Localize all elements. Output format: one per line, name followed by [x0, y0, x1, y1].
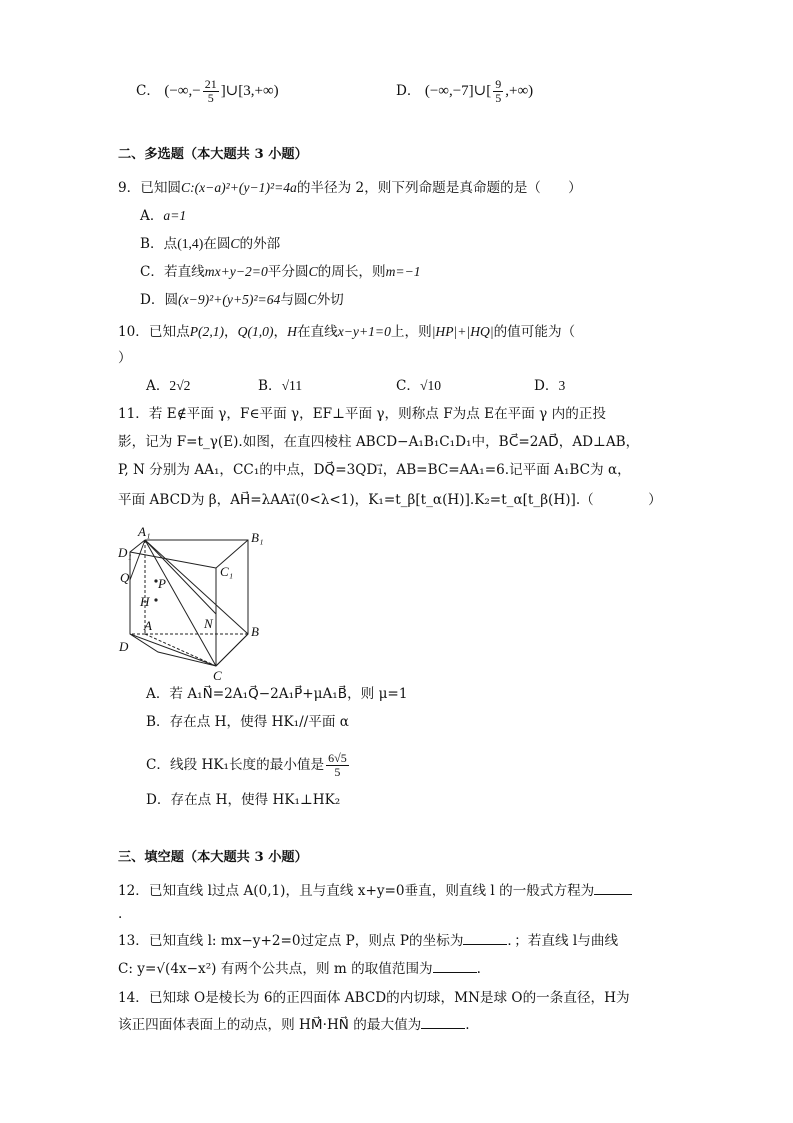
label-d: D [119, 639, 129, 654]
q9-option-b: B．点(1,4)在圆C的外部 [140, 236, 281, 252]
q9-stem: 9．已知圆C:(x−a)²+(y−1)²=4a的半径为 2，则下列命题是真命题的是（ ） [118, 180, 582, 196]
q10-stem: 10．已知点P(2,1)，Q(1,0)，H在直线x−y+1=0上，则|HP|+|HQ|的值可能为（ [118, 324, 576, 340]
q9-option-c: C．若直线mx+y−2=0平分圆C的周长，则m=−1 [140, 264, 421, 280]
q12-line-1: 12．已知直线 l过点 A(0,1)，且与直线 x+y=0垂直，则直线 l 的一般式方程为 [118, 880, 632, 901]
label-p: P [158, 576, 166, 591]
q11-line-2: 影，记为 F=t_γ(E).如图，在直四棱柱 ABCD−A₁B₁C₁D₁中，BC⃗=2AD⃗，AD⊥AB， [118, 434, 640, 450]
q11-option-b: B．存在点 H，使得 HK₁//平面 α [146, 714, 349, 730]
q8-d-fraction: $\frac{9}{5}$ [495, 77, 502, 105]
q10-option-c: C．√10 [396, 378, 442, 394]
q14-line-1: 14．已知球 O是棱长为 6的正四面体 ABCD的内切球，MN是球 O的一条直径，H为 [118, 990, 630, 1006]
label-b1: B₁ [251, 530, 264, 545]
q8-option-d: D． (−∞,−7]∪[ $\frac{9}{5}$ ,+∞) [396, 77, 534, 105]
q9-option-d: D．圆(x−9)²+(y+5)²=64与圆C外切 [140, 292, 344, 308]
label-h: H [140, 594, 150, 609]
section3-title: 三、填空题（本大题共 3 小题） [118, 850, 308, 865]
point-h [154, 598, 157, 601]
q8-option-c: C． (−∞,− $\frac{21}{5}$ ]∪[3,+∞) [136, 77, 279, 105]
q13-line-2: C: y=√(4x−x²) 有两个公共点，则 m 的取值范围为 . [118, 958, 481, 979]
q11-line-1: 11．若 E∉平面 γ，F∈平面 γ，EF⊥平面 γ，则称点 F为点 E在平面 γ 内的正投 [118, 406, 606, 422]
q14-answer-blank[interactable] [421, 1014, 465, 1029]
q10-option-b: B．√11 [258, 378, 303, 394]
q12-answer-blank[interactable] [594, 880, 632, 895]
label-a: A [144, 618, 152, 633]
label-a1: A₁ [138, 524, 151, 539]
label-q: Q [120, 570, 130, 585]
section2-title: 二、多选题（本大题共 3 小题） [118, 147, 308, 162]
label-c: C [213, 668, 222, 683]
q9-option-a: A．a=1 [140, 208, 187, 224]
q11-c-fraction: $\frac{6√5}{5}$ [328, 751, 347, 779]
label-d1: D₁ [118, 545, 132, 560]
q11-option-d: D．存在点 H，使得 HK₁⊥HK₂ [146, 792, 341, 808]
q11-option-c: C．线段 HK₁长度的最小值是 $\frac{6√5}{5}$ [146, 751, 347, 779]
q10-stem-end: ） [118, 350, 132, 366]
q11-option-a: A．若 A₁N⃗=2A₁Q⃗−2A₁P⃗+μA₁B⃗，则 μ=1 [146, 686, 408, 702]
q10-option-a: A．2√2 [146, 378, 191, 394]
q8-c-fraction: $\frac{21}{5}$ [204, 77, 217, 105]
label-b: B [251, 624, 259, 639]
label-n: N [204, 616, 213, 631]
q14-line-2: 该正四面体表面上的动点，则 HM⃗·HN⃗ 的最大值为 . [118, 1014, 470, 1035]
q10-option-d: D．3 [534, 378, 566, 394]
edge-bc [216, 634, 248, 666]
q11-line-3: P, N 分别为 AA₁，CC₁的中点，DQ⃗=3QD₁⃗，AB=BC=AA₁=6.记平面 A₁BC为 α， [118, 462, 631, 478]
q13-answer-blank-2[interactable] [433, 958, 477, 973]
q11-line-4: 平面 ABCD为 β，AH⃗=λAA₁⃗(0<λ<1)，K₁=t_β[t_α(H)].K₂=t_α[t_β(H)].（ ） [118, 492, 662, 508]
prism-figure [118, 524, 268, 684]
q13-line-1: 13．已知直线 l: mx−y+2=0过定点 P，则点 P的坐标为 ．；若直线 l与曲线 [118, 930, 618, 951]
q13-answer-blank-1[interactable] [463, 930, 507, 945]
edge-dc [130, 634, 216, 666]
q12-line-2: . [118, 906, 123, 922]
label-c1: C₁ [220, 564, 234, 579]
